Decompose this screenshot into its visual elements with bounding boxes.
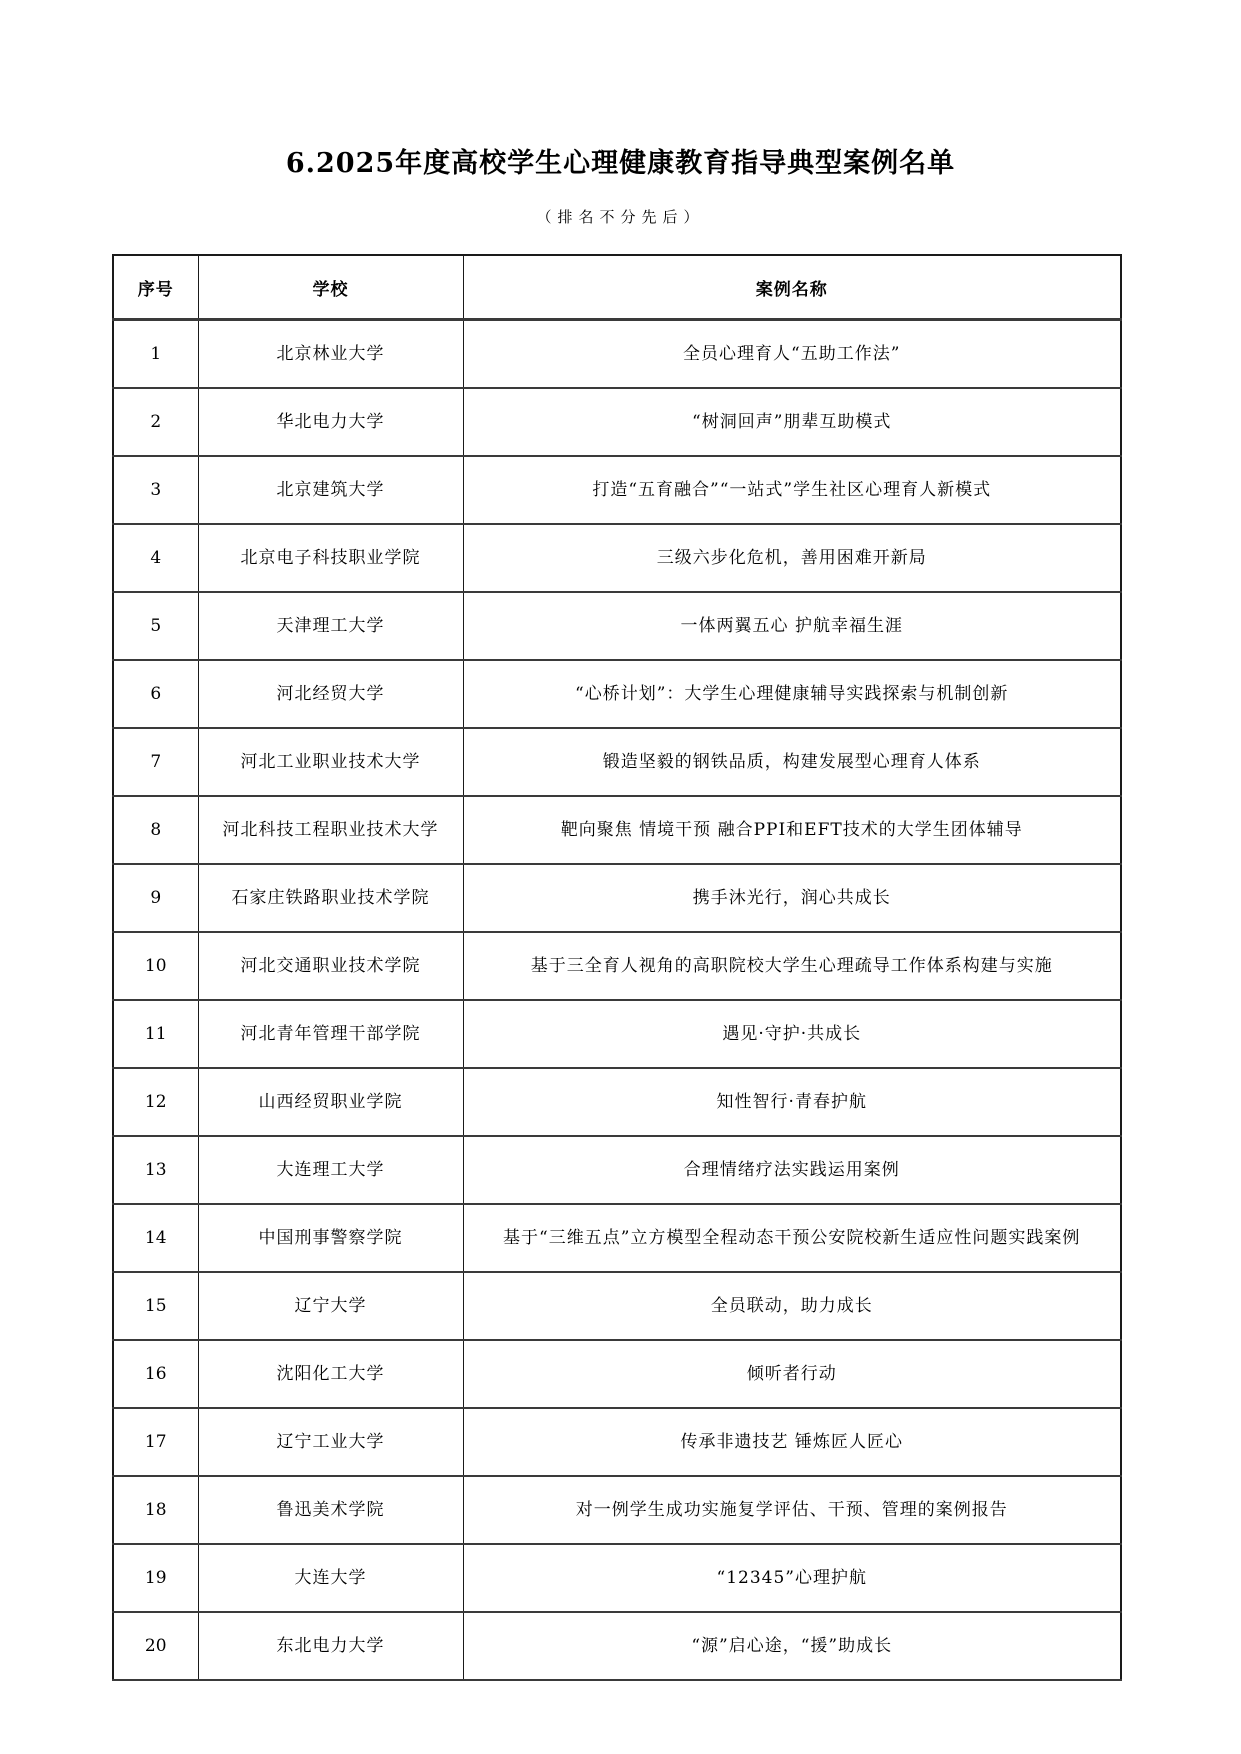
cell-case-name: 一体两翼五心 护航幸福生涯 — [463, 592, 1121, 660]
cell-case-name: 合理情绪疗法实践运用案例 — [463, 1136, 1121, 1204]
page-title: 6.2025年度高校学生心理健康教育指导典型案例名单 — [285, 148, 956, 179]
table-row — [113, 1408, 1121, 1476]
cell-row-number: 12 — [113, 1068, 198, 1136]
cell-school-name: 河北经贸大学 — [198, 660, 463, 728]
cell-case-name: 全员心理育人“五助工作法” — [463, 320, 1121, 389]
cell-row-number: 13 — [113, 1136, 198, 1204]
header-cell-no: 序号 — [113, 255, 198, 320]
cell-case-name: 全员联动，助力成长 — [463, 1272, 1121, 1340]
cell-row-number: 20 — [113, 1612, 198, 1680]
cell-case-name: “心桥计划”：大学生心理健康辅导实践探索与机制创新 — [463, 660, 1121, 728]
cell-school-name: 大连理工大学 — [198, 1136, 463, 1204]
cell-row-number: 15 — [113, 1272, 198, 1340]
cell-case-name: 知性智行·青春护航 — [463, 1068, 1121, 1136]
cell-row-number: 6 — [113, 660, 198, 728]
cell-row-number: 11 — [113, 1000, 198, 1068]
table-row — [113, 456, 1121, 524]
table-body — [113, 320, 1121, 1681]
cell-school-name: 华北电力大学 — [198, 388, 463, 456]
cell-row-number: 18 — [113, 1476, 198, 1544]
cell-school-name: 中国刑事警察学院 — [198, 1204, 463, 1272]
cell-school-name: 沈阳化工大学 — [198, 1340, 463, 1408]
cell-school-name: 辽宁大学 — [198, 1272, 463, 1340]
table-header-row — [113, 255, 1121, 320]
cell-case-name: 对一例学生成功实施复学评估、干预、管理的案例报告 — [463, 1476, 1121, 1544]
cell-case-name: 打造“五育融合”“一站式”学生社区心理育人新模式 — [463, 456, 1121, 524]
cell-school-name: 北京林业大学 — [198, 320, 463, 389]
table-row — [113, 1340, 1121, 1408]
table-row — [113, 592, 1121, 660]
table-row — [113, 320, 1121, 389]
table-row — [113, 660, 1121, 728]
table-row — [113, 1272, 1121, 1340]
table-row — [113, 1544, 1121, 1612]
cell-row-number: 14 — [113, 1204, 198, 1272]
cell-school-name: 辽宁工业大学 — [198, 1408, 463, 1476]
cell-row-number: 1 — [113, 320, 198, 389]
page-subtitle: （排名不分先后） — [536, 208, 705, 226]
header-cell-school: 学校 — [198, 255, 463, 320]
table-row — [113, 1204, 1121, 1272]
case-list-table — [112, 254, 1122, 1681]
cell-row-number: 4 — [113, 524, 198, 592]
table-row — [113, 388, 1121, 456]
table-row — [113, 1476, 1121, 1544]
cell-row-number: 8 — [113, 796, 198, 864]
table-row — [113, 1612, 1121, 1680]
cell-school-name: 石家庄铁路职业技术学院 — [198, 864, 463, 932]
table-row — [113, 524, 1121, 592]
table-row — [113, 796, 1121, 864]
cell-row-number: 7 — [113, 728, 198, 796]
table-row — [113, 1136, 1121, 1204]
cell-school-name: 北京建筑大学 — [198, 456, 463, 524]
cell-case-name: 靶向聚焦 情境干预 融合PPI和EFT技术的大学生团体辅导 — [463, 796, 1121, 864]
cell-school-name: 河北工业职业技术大学 — [198, 728, 463, 796]
cell-case-name: 基于三全育人视角的高职院校大学生心理疏导工作体系构建与实施 — [463, 932, 1121, 1000]
table-row — [113, 932, 1121, 1000]
table-header — [113, 255, 1121, 320]
cell-school-name: 山西经贸职业学院 — [198, 1068, 463, 1136]
cell-school-name: 河北青年管理干部学院 — [198, 1000, 463, 1068]
table-row — [113, 728, 1121, 796]
header-cell-case: 案例名称 — [463, 255, 1121, 320]
cell-case-name: 锻造坚毅的钢铁品质，构建发展型心理育人体系 — [463, 728, 1121, 796]
cell-case-name: 倾听者行动 — [463, 1340, 1121, 1408]
cell-case-name: 遇见·守护·共成长 — [463, 1000, 1121, 1068]
cell-row-number: 19 — [113, 1544, 198, 1612]
table-row — [113, 1068, 1121, 1136]
cell-row-number: 16 — [113, 1340, 198, 1408]
cell-school-name: 大连大学 — [198, 1544, 463, 1612]
cell-school-name: 河北交通职业技术学院 — [198, 932, 463, 1000]
cell-row-number: 2 — [113, 388, 198, 456]
cell-school-name: 天津理工大学 — [198, 592, 463, 660]
cell-case-name: 基于“三维五点”立方模型全程动态干预公安院校新生适应性问题实践案例 — [463, 1204, 1121, 1272]
cell-case-name: 携手沐光行，润心共成长 — [463, 864, 1121, 932]
table-row — [113, 864, 1121, 932]
cell-case-name: “树洞回声”朋辈互助模式 — [463, 388, 1121, 456]
cell-row-number: 3 — [113, 456, 198, 524]
cell-school-name: 东北电力大学 — [198, 1612, 463, 1680]
cell-case-name: 三级六步化危机，善用困难开新局 — [463, 524, 1121, 592]
cell-case-name: 传承非遗技艺 锤炼匠人匠心 — [463, 1408, 1121, 1476]
cell-school-name: 河北科技工程职业技术大学 — [198, 796, 463, 864]
cell-case-name: “源”启心途，“援”助成长 — [463, 1612, 1121, 1680]
table-row — [113, 1000, 1121, 1068]
cell-row-number: 10 — [113, 932, 198, 1000]
cell-row-number: 17 — [113, 1408, 198, 1476]
cell-school-name: 鲁迅美术学院 — [198, 1476, 463, 1544]
cell-row-number: 5 — [113, 592, 198, 660]
cell-row-number: 9 — [113, 864, 198, 932]
cell-school-name: 北京电子科技职业学院 — [198, 524, 463, 592]
cell-case-name: “12345”心理护航 — [463, 1544, 1121, 1612]
